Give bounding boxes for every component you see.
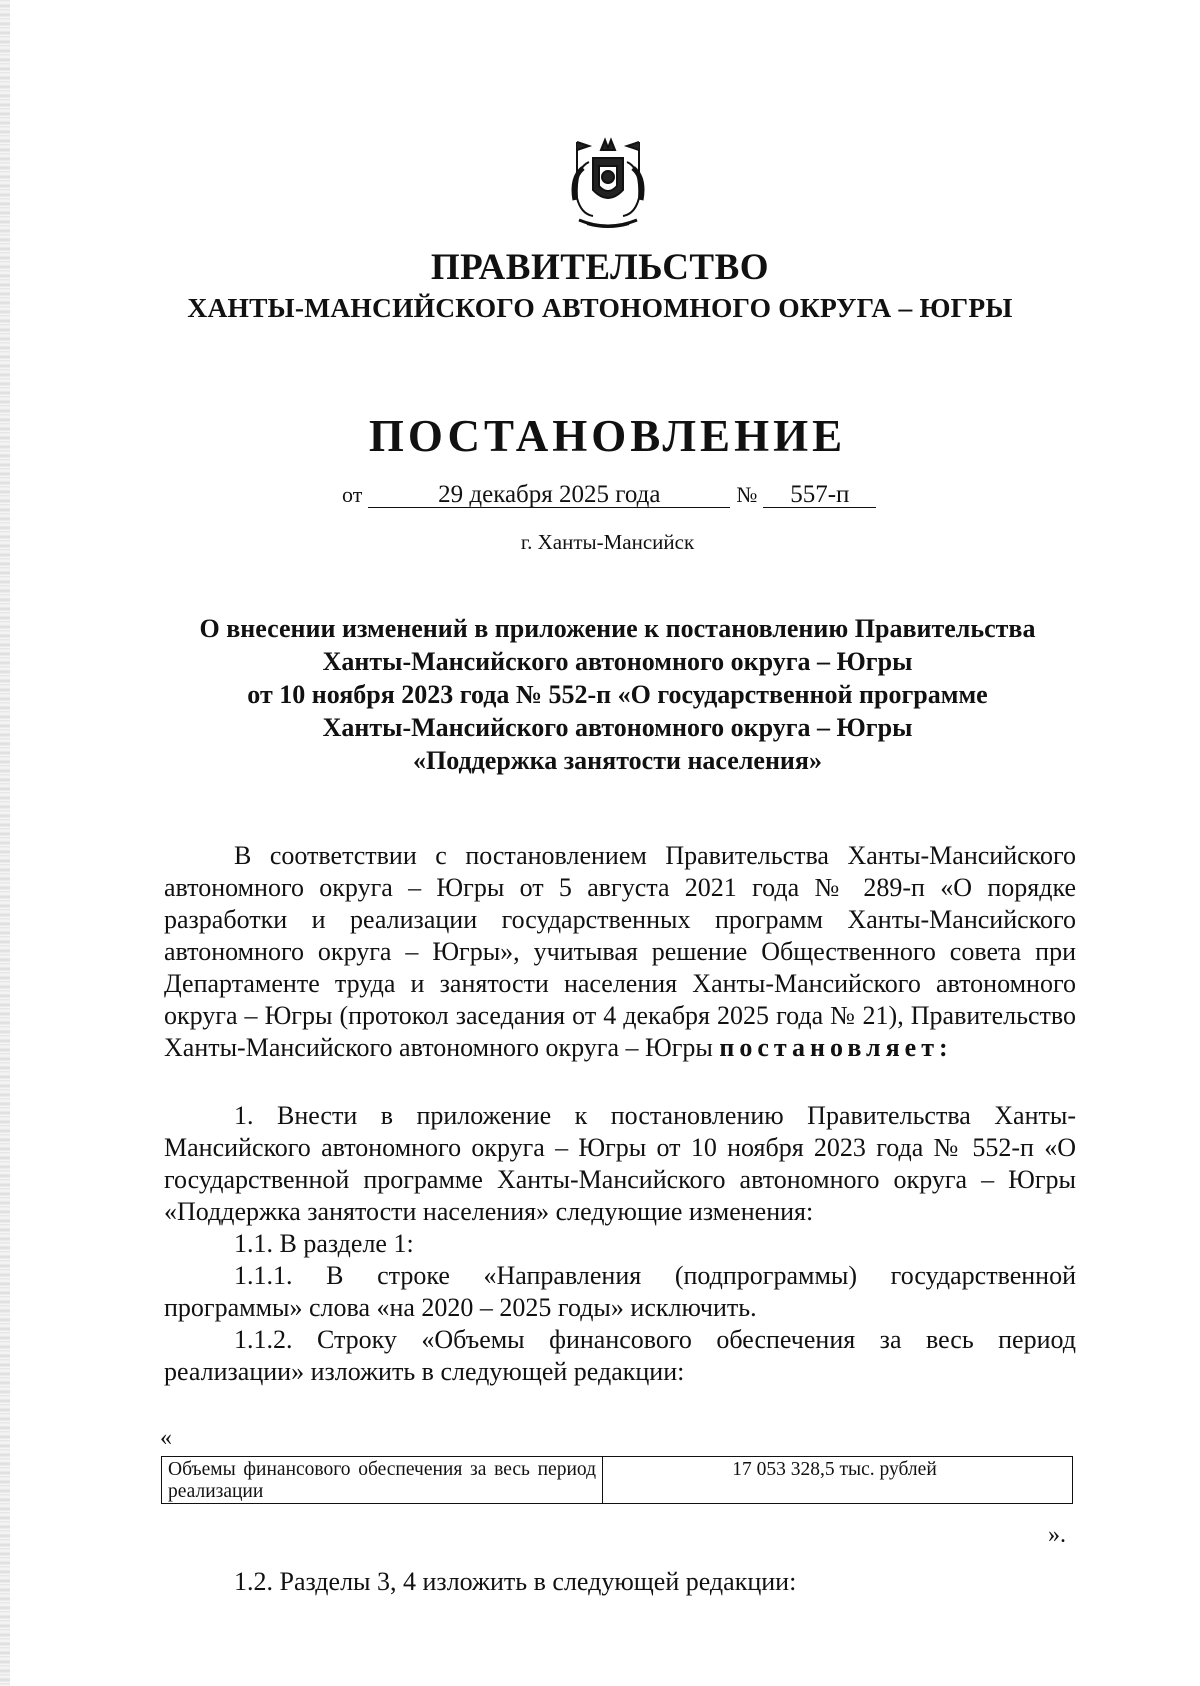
heading-line: Ханты-Мансийского автономного округа – Югры	[322, 647, 913, 676]
heading-line: «Поддержка занятости населения»	[413, 746, 822, 775]
from-label: от	[342, 482, 363, 507]
government-title: ПРАВИТЕЛЬСТВО	[430, 247, 770, 288]
quote-close: ».	[1048, 1522, 1066, 1548]
heading-line: от 10 ноября 2023 года № 552-п «О государственной программе	[247, 680, 988, 709]
resolves-word: постановляет:	[719, 1033, 953, 1062]
region-title: ХАНТЫ-МАНСИЙСКОГО АВТОНОМНОГО ОКРУГА – ЮГРЫ	[187, 292, 1013, 323]
city: г. Ханты-Мансийск	[520, 530, 695, 554]
number-label: №	[736, 482, 758, 507]
financing-label: Объемы финансового обеспечения за весь период реализации	[162, 1457, 603, 1504]
document-heading	[150, 612, 1085, 777]
coat-of-arms-emblem	[553, 128, 663, 238]
document-body	[164, 840, 1076, 1388]
date-number-line	[336, 482, 876, 508]
heading-line: О внесении изменений в приложение к постановлению Правительства	[199, 614, 1036, 643]
table-row	[162, 1457, 1073, 1504]
item-1-2: 1.2. Разделы 3, 4 изложить в следующей редакции:	[234, 1567, 797, 1596]
quote-open: «	[160, 1425, 172, 1451]
item-1-1-1: 1.1.1. В строке «Направления (подпрограммы) государственной программы» слова «на 2020 – 2025 годы» исключить.	[164, 1261, 1076, 1322]
financing-table	[161, 1456, 1073, 1504]
document-number: 557-п	[763, 483, 876, 508]
document-type: ПОСТАНОВЛЕНИЕ	[368, 411, 847, 461]
preamble-paragraph	[164, 840, 1076, 1064]
item-1-1: 1.1. В разделе 1:	[234, 1229, 414, 1258]
preamble-text: В соответствии с постановлением Правительства Ханты-Мансийского автономного округа – Югры от 5 августа 2021 года № 289-п «О порядке разработки и реализации государственных программ Ханты-Мансийского автономного округа – Югры», учитывая решение Общественного совета при Департаменте труда и занятости населения Ханты-Мансийского автономного округа – Югры (протокол заседания от 4 декабря 2025 года № 21), Правительство Ханты-Мансийского автономного округа – Югры	[164, 841, 1076, 1062]
document-date: 29 декабря 2025 года	[368, 483, 730, 508]
item-1-1-2: 1.1.2. Строку «Объемы финансового обеспечения за весь период реализации» изложить в следующей редакции:	[164, 1325, 1076, 1386]
financing-value: 17 053 328,5 тыс. рублей	[603, 1457, 1073, 1504]
item-1: 1. Внести в приложение к постановлению Правительства Ханты-Мансийского автономного округа – Югры от 10 ноября 2023 года № 552-п «О государственной программе Ханты-Мансийского автономного округа – Югры «Поддержка занятости населения» следующие изменения:	[164, 1101, 1076, 1226]
heading-line: Ханты-Мансийского автономного округа – Югры	[322, 713, 913, 742]
